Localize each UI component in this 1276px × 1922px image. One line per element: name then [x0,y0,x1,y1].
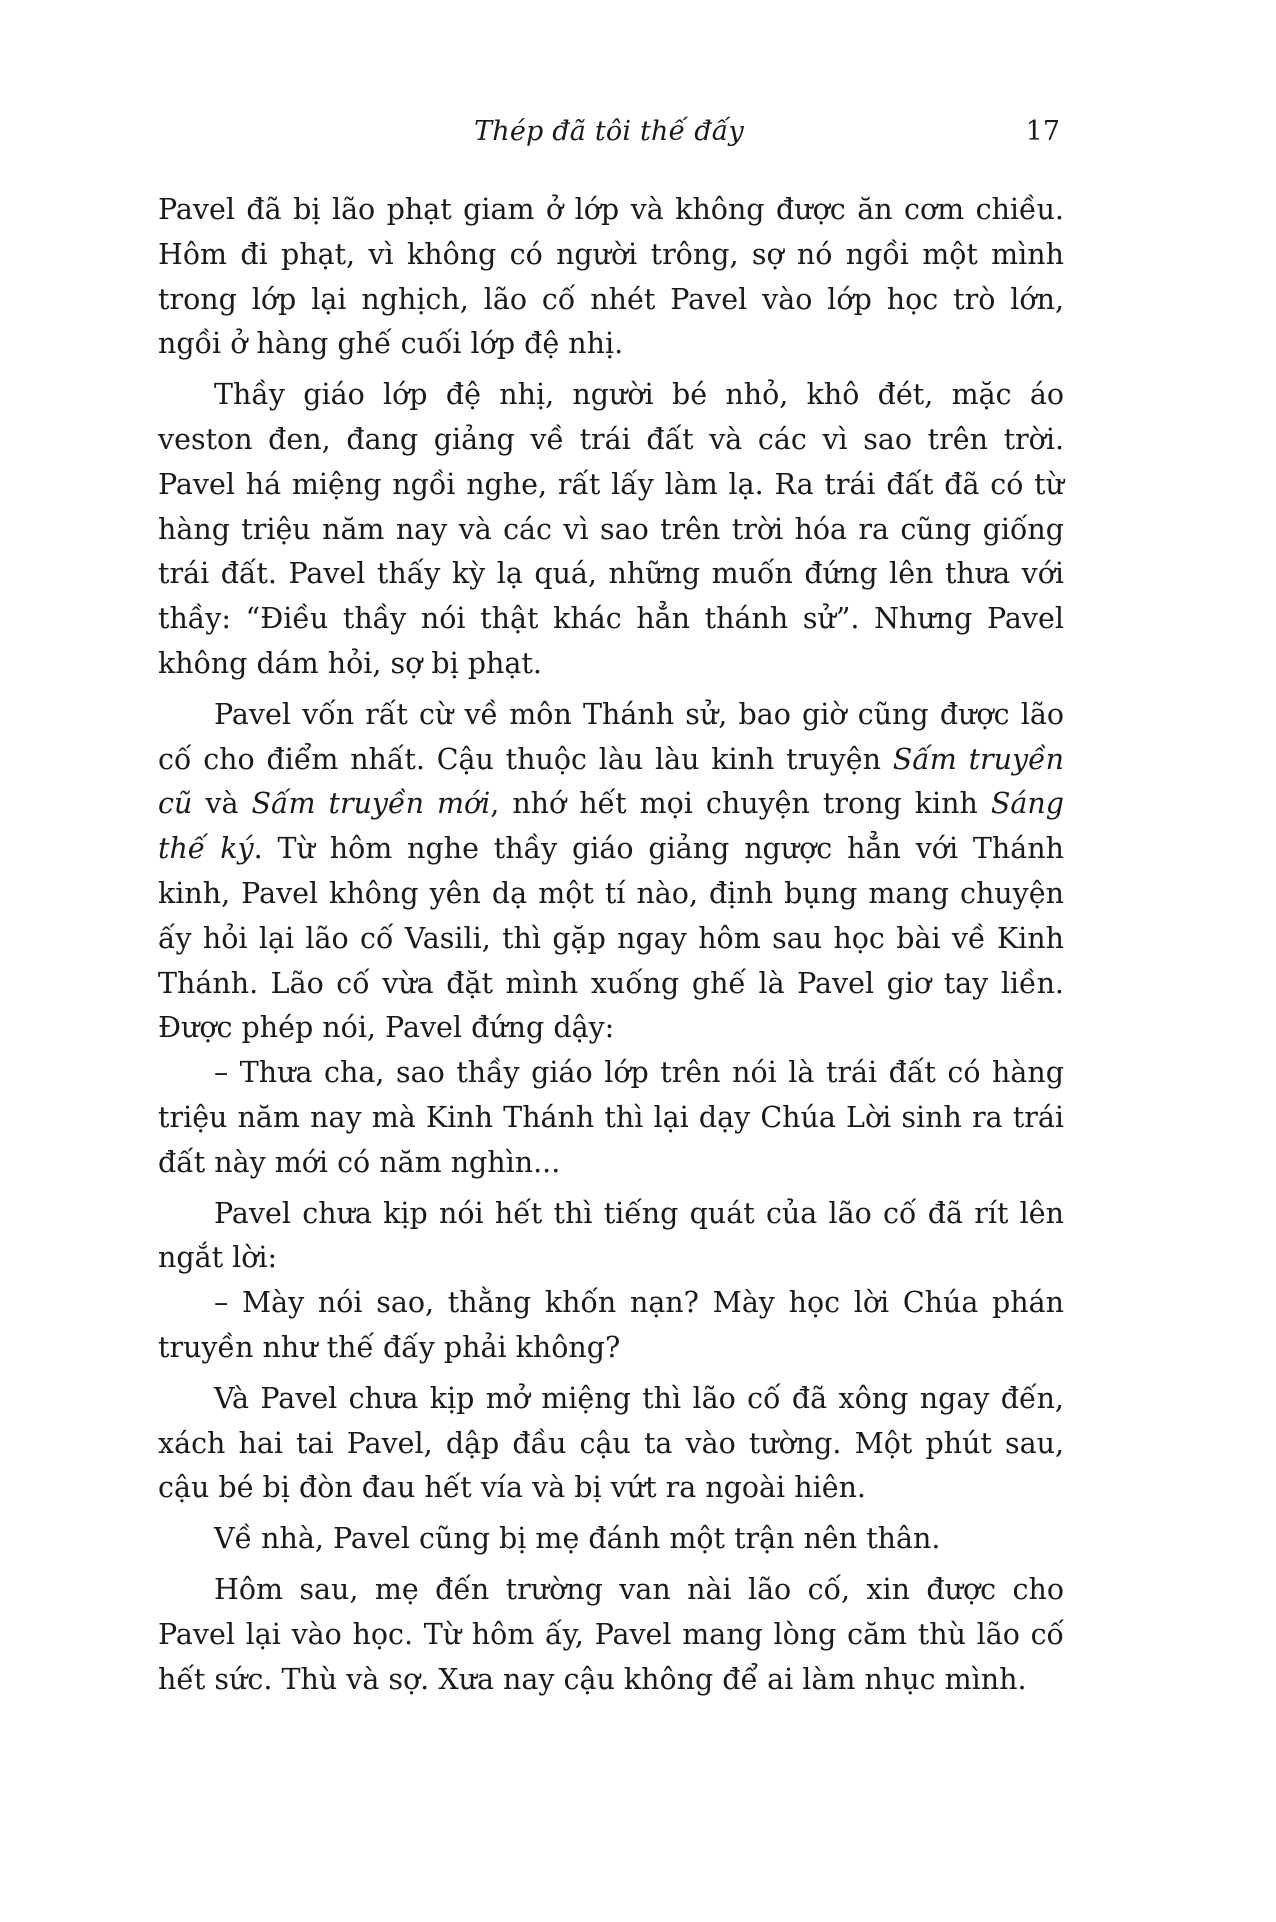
paragraph-text: Pavel vốn rất cừ về môn Thánh sử, bao giờ cũng được lão cố cho điểm nhất. Cậu thuộc làu làu kinh truyện [158,697,1064,776]
book-title-italic: Sấm truyền cũ [158,742,1064,821]
paragraph-text: – Thưa cha, sao thầy giáo lớp trên nói là trái đất có hàng triệu năm nay mà Kinh Thánh thì lại dạy Chúa Lời sinh ra trái đất này mới có năm nghìn... [158,1056,1064,1179]
paragraph [158,373,1064,687]
paragraph [158,188,1064,367]
paragraph-text: – Mày nói sao, thằng khốn nạn? Mày học lời Chúa phán truyền như thế đấy phải không? [158,1286,1064,1364]
paragraph [158,1517,1064,1562]
paragraph [158,693,1064,1051]
page-number: 17 [1025,116,1060,147]
paragraph-text: Về nhà, Pavel cũng bị mẹ đánh một trận nên thân. [214,1522,941,1556]
paragraph-text: Pavel chưa kịp nói hết thì tiếng quát của lão cố đã rít lên ngắt lời: [158,1196,1064,1275]
paragraph-text: Và Pavel chưa kịp mở miệng thì lão cố đã xông ngay đến, xách hai tai Pavel, dập đầu cậu ta vào tường. Một phút sau, cậu bé bị đòn đau hết vía và bị vứt ra ngoài hiên. [158,1381,1064,1505]
paragraph-text: . Từ hôm nghe thầy giáo giảng ngược hẳn với Thánh kinh, Pavel không yên dạ một tí nào, định bụng mang chuyện ấy hỏi lại lão cố Vasili, thì gặp ngay hôm sau học bài về Kinh Thánh. Lão cố vừa đặt mình xuống ghế là Pavel giơ tay liền. Được phép nói, Pavel đứng dậy: [158,832,1064,1045]
body-text [158,188,1064,1702]
paragraph-text: , nhớ hết mọi chuyện trong kinh [490,787,991,821]
paragraph [158,1568,1064,1702]
paragraph-text: Hôm sau, mẹ đến trường van nài lão cố, xin được cho Pavel lại vào học. Từ hôm ấy, Pavel mang lòng căm thù lão cố hết sức. Thù và sợ. Xưa nay cậu không để ai làm nhục mình. [158,1572,1064,1696]
dialogue-line [158,1281,1064,1371]
book-title: Thép đã tôi thế đấy [474,116,744,147]
paragraph-text: Thầy giáo lớp đệ nhị, người bé nhỏ, khô đét, mặc áo veston đen, đang giảng về trái đất và các vì sao trên trời. Pavel há miệng ngồi nghe, rất lấy làm lạ. Ra trái đất đã có từ hàng triệu năm nay và các vì sao trên trời hóa ra cũng giống trái đất. Pavel thấy kỳ lạ quá, những muốn đứng lên thưa với thầy: “Điều thầy nói thật khác hẳn thánh sử”. Nhưng Pavel không dám hỏi, sợ bị phạt. [158,378,1064,680]
running-header [158,112,1060,152]
book-title-italic: Sấm truyền mới [251,787,491,821]
paragraph-text: và [192,787,252,821]
paragraph-text: Pavel đã bị lão phạt giam ở lớp và không được ăn cơm chiều. Hôm đi phạt, vì không có người trông, sợ nó ngồi một mình trong lớp lại nghịch, lão cố nhét Pavel vào lớp học trò lớn, ngồi ở hàng ghế cuối lớp đệ nhị. [158,193,1064,361]
paragraph [158,1192,1064,1282]
dialogue-line [158,1051,1064,1185]
book-title-italic: Sáng thế ký [158,787,1064,866]
paragraph [158,1377,1064,1511]
